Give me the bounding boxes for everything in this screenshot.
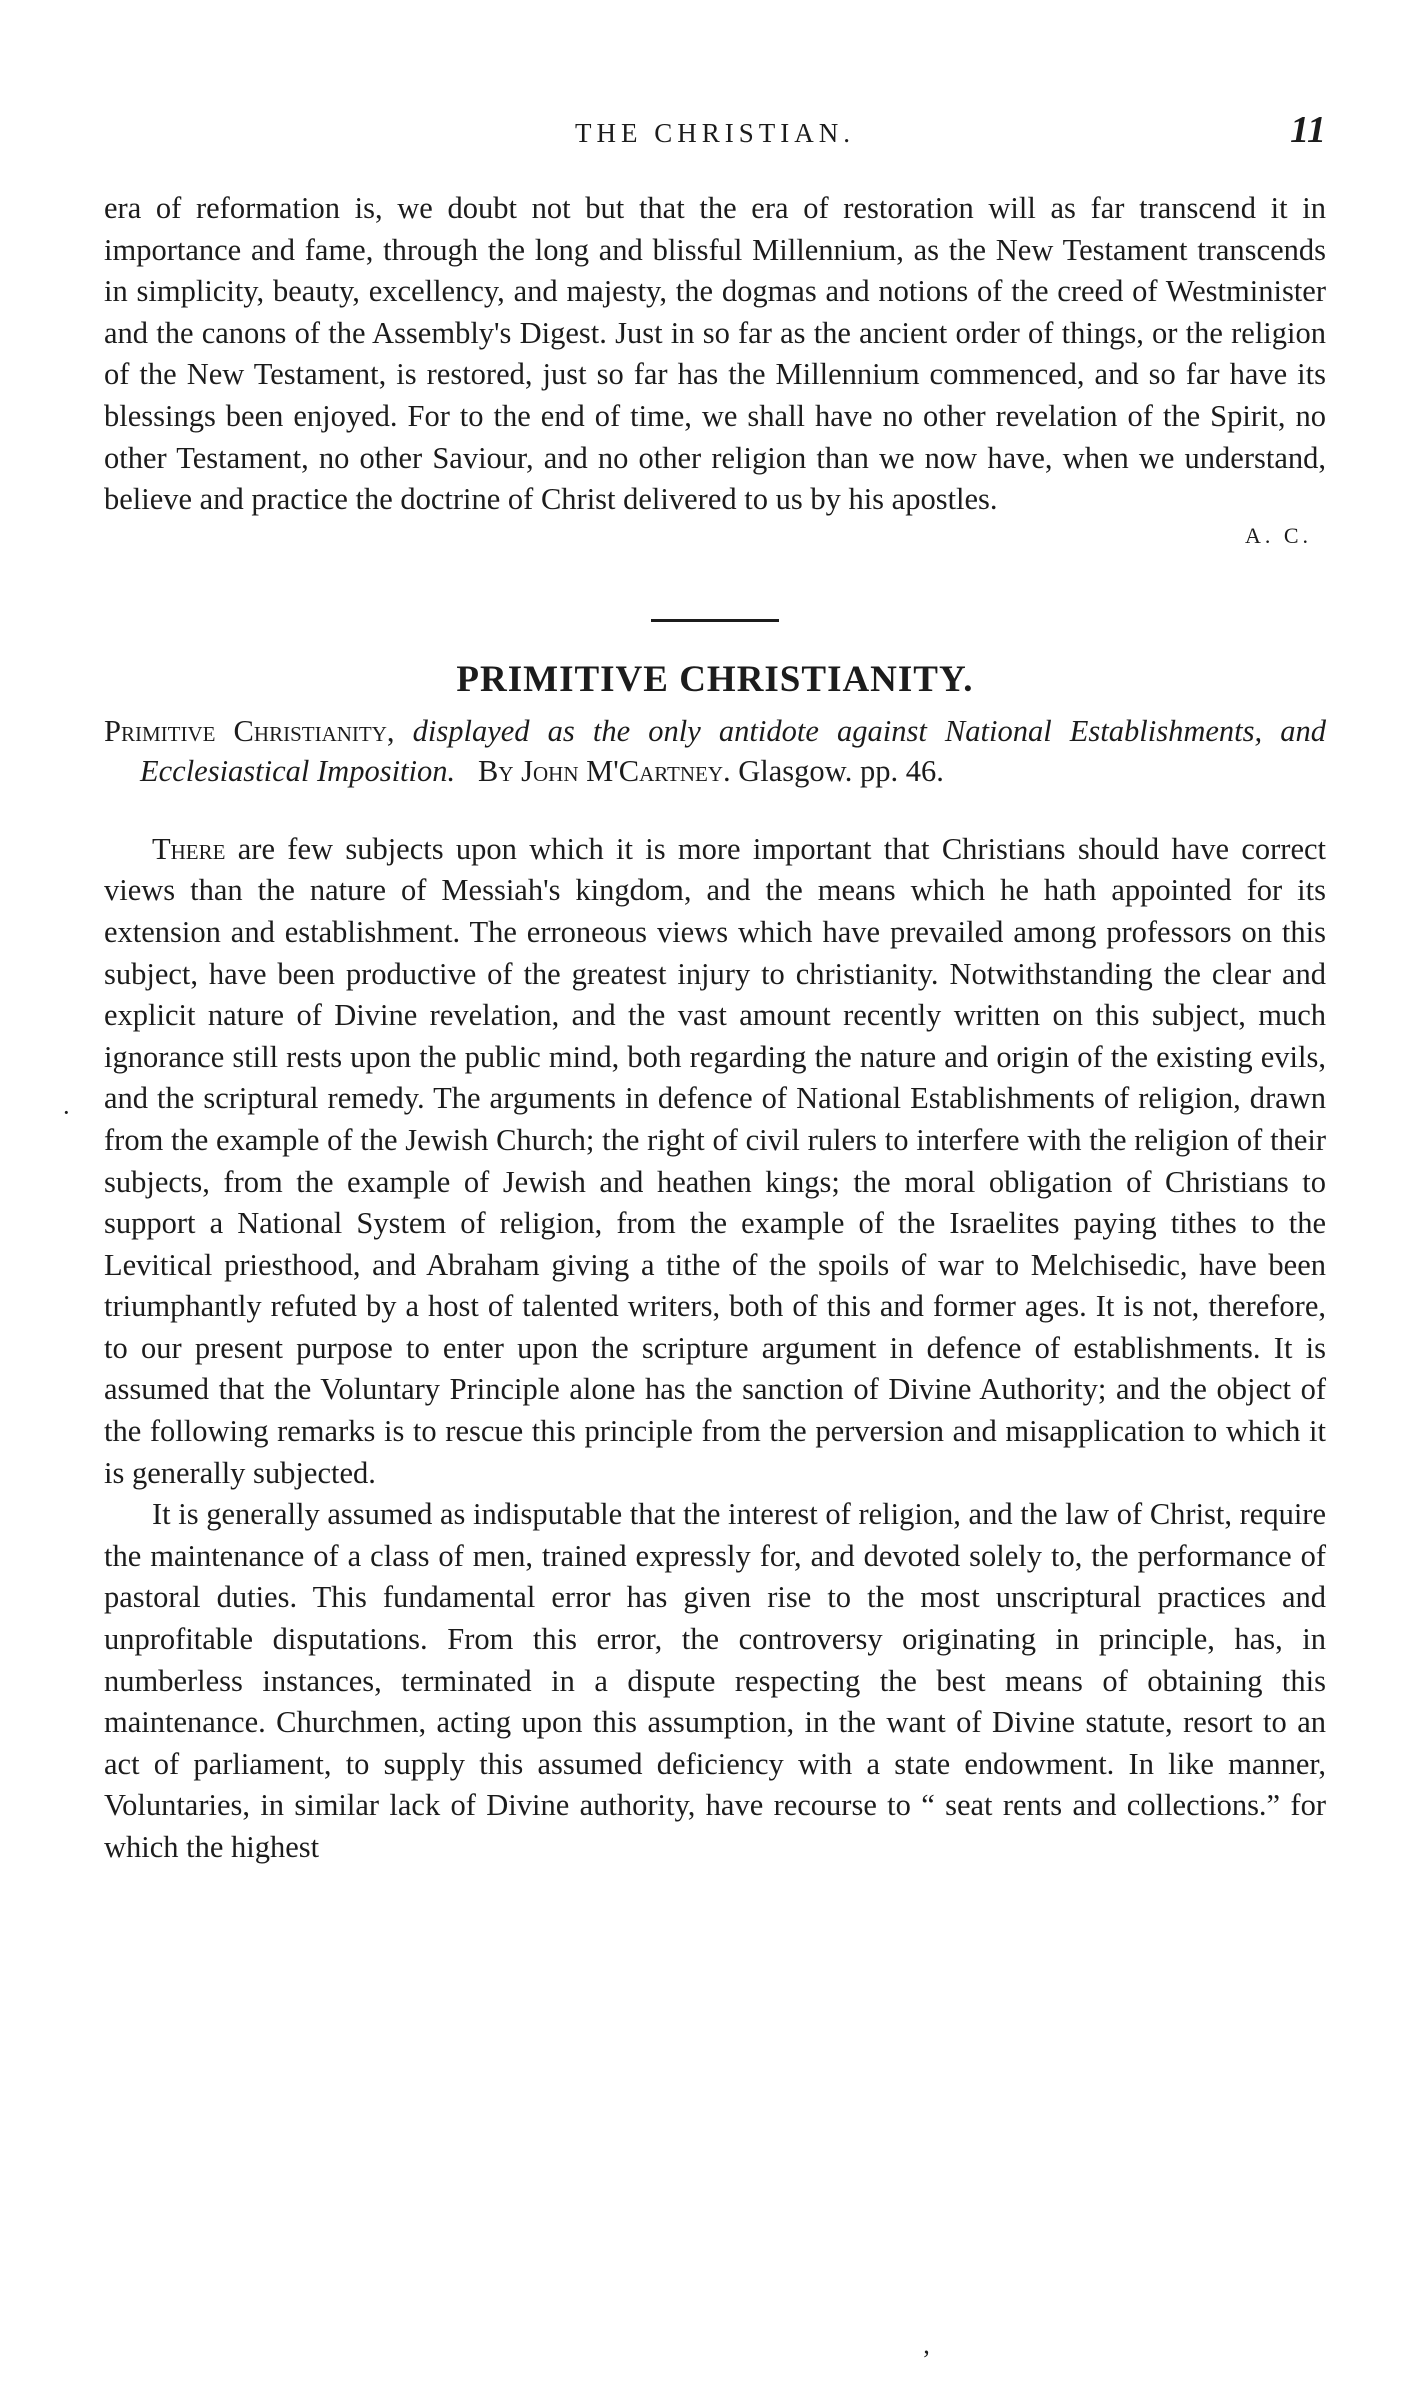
review-heading-by: By — [478, 753, 514, 788]
review-heading — [104, 711, 1326, 791]
review-heading-author: John M'Cartney. — [521, 753, 731, 788]
review-heading-place: Glasgow. — [738, 753, 853, 788]
opening-paragraph: era of reformation is, we doubt not but that the era of restoration will as far transcend it in importance and fame, through the long and blissful Millennium, as the New Testament transcends in simplicity, beauty, excellency, and majesty, the dogmas and notions of the creed of Westminister and the canons of the Assembly's Digest. Just in so far as the ancient order of things, or the religion of the New Testament, is restored, just so far has the Millennium commenced, and so far have its blessings been enjoyed. For to the end of time, we shall have no other revelation of the Spirit, no other Testament, no other Saviour, and no other religion than we now have, when we understand, believe and practice the doctrine of Christ delivered to us by his apostles. — [104, 191, 1326, 517]
body-paragraph-2: It is generally assumed as indisputable that the interest of religion, and the law of Christ, require the maintenance of a class of men, trained expressly for, and devoted solely to, the performance of pastoral duties. This fundamental error has given rise to the most unscriptural practices and unprofitable disputations. From this error, the controversy originating in principle, has, in numberless instances, terminated in a dispute respecting the best means of obtaining this maintenance. Churchmen, acting upon this assumption, in the want of Divine statute, resort to an act of parliament, to supply this assumed deficiency with a state endowment. In like manner, Voluntaries, in similar lack of Divine authority, have recourse to “ seat rents and collections.” for which the highest — [104, 1497, 1326, 1864]
running-head — [104, 108, 1326, 168]
body-paragraph-1-lead: There — [152, 831, 226, 866]
margin-dot: · — [62, 1098, 71, 1127]
running-title: THE CHRISTIAN. — [575, 118, 855, 148]
foot-mark: ’ — [922, 2345, 931, 2374]
body-paragraph-1 — [104, 829, 1326, 1495]
review-heading-pages: pp. 46. — [859, 753, 944, 788]
section-title: PRIMITIVE CHRISTIANITY. — [456, 658, 974, 700]
body-paragraph-1-text: are few subjects upon which it is more important that Christians should have correct views than the nature of Messiah's kingdom, and the means which he hath appointed for its extension and establishment. The erroneous views which have prevailed among professors on this subject, have been productive of the greatest injury to christianity. Notwithstanding the clear and explicit nature of Divine revelation, and the vast amount recently written on this subject, much ignorance still rests upon the public mind, both regarding the nature and origin of the existing evils, and the scriptural remedy. The arguments in defence of National Establishments of religion, drawn from the example of the Jewish Church; the right of civil rulers to interfere with the religion of their subjects, from the example of Jewish and heathen kings; the moral obligation of Christians to support a National System of religion, from the example of the Israelites paying tithes to the Levitical priesthood, and Abraham giving a tithe of the spoils of war to Melchisedic, have been triumphantly refuted by a host of talented writers, both of this and former ages. It is not, therefore, to our present purpose to enter upon the scripture argument in defence of establishments. It is assumed that the Voluntary Principle alone has the sanction of Divine Authority; and the object of the following remarks is to rescue this principle from the perversion and misapplication to which it is generally subjected. — [104, 831, 1326, 1490]
section-divider — [651, 619, 779, 622]
review-heading-title: displayed as the only antidote against National Establishments, and Ecclesiastical Imposition. — [140, 713, 1326, 788]
review-heading-lead: Primitive Christianity, — [104, 713, 395, 748]
author-signature: A. C. — [1244, 522, 1312, 548]
page-number: 11 — [1290, 109, 1326, 151]
book-page — [104, 108, 1326, 1869]
